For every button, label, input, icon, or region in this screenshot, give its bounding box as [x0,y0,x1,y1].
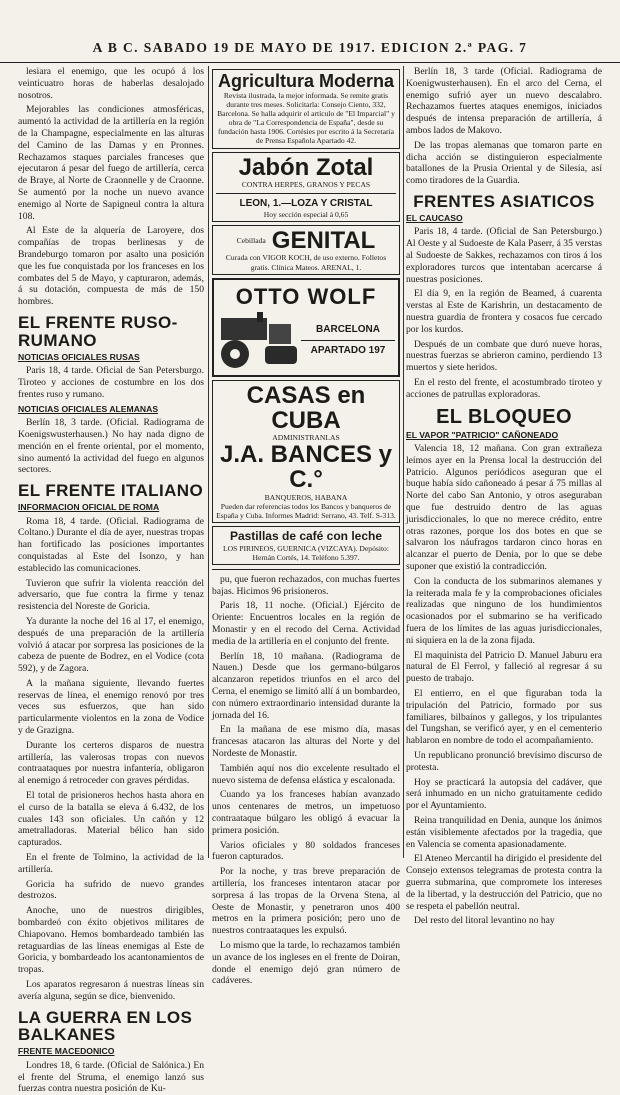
column-right [406,66,602,927]
section-heading: EL FRENTE ITALIANO [18,481,204,501]
paragraph: Berlín 18, 10 mañana. (Radiograma de Nauen.) Desde que los germano-búlgaros alcanzaron repetidos triunfos en el arco del Cerna, el enemigo se limitó allí á un bombardeo, con número extraordinario intensidad durante la jornada del 16. [212,650,400,721]
paragraph: Paris 18, 11 noche. (Oficial.) Ejército de Oriente: Encuentros locales en la región de Monastir y en el recodo del Cerna. Actividad media de la artillería en el conjunto del frente. [212,600,400,647]
ad-title: GENITAL [271,227,376,255]
column-divider [208,66,209,858]
section-heading: FRENTES ASIATICOS [413,191,595,211]
paragraph: Después de un combate que duró nueve horas, nuestras fuerzas se abrieron camino, perdiendo 13 muertos y siete heridos. [406,338,602,374]
paragraph: A la mañana siguiente, llevando fuertes reservas de línea, el enemigo renovó por tres veces sus esfuerzos, que han sido particularmente violentos en la zona de Vodice y de Grazigna. [18,677,204,737]
subheading: EL VAPOR "PATRICIO" CAÑONEADO [406,429,559,440]
paragraph: Lo mismo que la tarde, lo rechazamos también un avance de los ingleses en el frente de Doiran, donde el enemigo dejó gran número de cadáveres. [212,939,400,987]
ad-body: Revista ilustrada, la mejor informada. Se remite gratis durante tres meses. Solicitarla: Consejo Ciento, 332, Barcelona. Se halla adquirir el artículo de "El Imparcial" y obra de "La Correspondencia de España", desde su fundación hasta 1906. Cortésies por escrito á la Secretaría de Prensa Española Apartado 42. [217,90,395,146]
paragraph: Un republicano pronunció brevísimo discurso de protesta. [406,750,602,773]
column-divider [403,66,404,858]
ad-title: OTTO WOLF [235,283,377,309]
ad-body: Curada con VIGOR KOCH, de uso externo. Folletos gratis. Clínica Mateos. ARENAL, 1. [225,253,387,272]
paragraph: Hoy se practicará la autopsia del cadáver, que será inhumado en un nicho gratuitamente cedido por el Ayuntamiento. [406,776,602,812]
paragraph: También aquí nos dio excelente resultado el nuevo sistema de defensa elástica y escalonada. [212,762,400,786]
column-middle [212,66,400,987]
paragraph: En el frente de Tolmino, la actividad de la artillería. [18,852,204,875]
subheading: EL CAUCASO [406,212,463,223]
paragraph: Tuvieron que sufrir la violenta reacción del adversario, que fue contra la firme y tenaz resistencia del Noreste de Goricia. [18,577,204,613]
column-left [18,66,204,1095]
subheading: NOTICIAS OFICIALES ALEMANAS [18,403,159,414]
ad-agricultura [212,69,400,149]
ad-city: BARCELONA [316,323,380,335]
paragraph: Reina tranquilidad en Denia, aunque los ánimos están visiblemente afectados por la tragedia, que en Valencia se comenta apasionadamente. [406,815,602,850]
paragraph: El maquinista del Patricio D. Manuel Jaburu era natural de El Ferrol, y falleció al regresar á su puesto de trabajo. [406,649,602,685]
steam-roller-illustration [217,310,301,372]
paragraph: Anoche, uno de nuestros dirigibles, bombardeó con éxito objetivos militares de Chiapovano. Hemos bombardeado también las retaguardias de las líneas enemigas al Este de Goricia, y bombardeado los acantonamientos de tropas. [18,905,204,976]
ad-address: LEON, 1.—LOZA Y CRISTAL [239,197,373,209]
paragraph: Al Este de la alquería de Laroyere, dos compañías de tropas berlinesas y de Brandeburgo tomaron por asalto una posición que les fue conquistada por los franceses en los combates del 5 de Mayo, y capturaron, además, á su dotación, compuesta de más de 150 hombres. [18,225,204,308]
ad-otto-wolf [212,278,400,377]
paragraph: Goricia ha sufrido de nuevo grandes destrozos. [18,878,204,902]
ad-label: Cebillada [236,236,266,246]
paragraph: Por la noche, y tras breve preparación de artillería, los franceses intentaron atacar por sorpresa á las tropas de la Orvena Stena, al Oeste de Monastir, y penetraron unos 400 metros en la primera posición; pero uno de nuestros contraataques les expulsó. [212,866,400,937]
paragraph: pu, que fueron rechazados, con muchas fuertes bajas. Hicimos 96 prisioneros. [212,573,400,597]
paragraph: lesiara el enemigo, que les ocupó á los veinticuatro horas de haberlas desalojado nosotros. [18,66,204,101]
section-heading: LA GUERRA EN LOS BALKANES [18,1007,193,1045]
ad-jabon-zotal [212,152,400,223]
ad-subtitle: CONTRA HERPES, GRANOS Y PECAS [241,179,371,189]
paragraph: Paris 18, 4 tarde. (Oficial de San Petersburgo.) Al Oeste y al Sudoeste de Kala Paserr, á 35 verstas al Sudoeste de Sakkes, rechazamos con tiros á los exploradores turcos que intentaban acercarse á nuestras posiciones. [406,226,602,285]
paragraph: Del resto del litoral levantino no hay [414,915,555,927]
ad-pastillas [212,526,400,565]
section-heading: EL BLOQUEO [436,405,572,428]
paragraph: Londres 18, 6 tarde. (Oficial de Salónica.) En el frente del Struma, el enemigo lanzó sus fuerzas contra nuestra posición de Ku- [18,1059,204,1095]
paragraph: Con la conducta de los submarinos alemanes y la reiterada mala fe y la comprobaciones oficiales realizadas que ninguno de los hundimientos ocasionados por el submarino se ha verificado fuera de los límites de las aguas jurisdiccionales, ni siquiera en la de la zona fijada. [406,575,602,646]
ad-title: Pastillas de café con leche [229,528,383,543]
subheading: NOTICIAS OFICIALES RUSAS [18,351,140,362]
paragraph: El entierro, en el que figuraban toda la tripulación del Patricio, formado por sus familiares, bilbaínos y gallegos, y los tripulantes del Tungshan, se verificó ayer, y en el cementerio hablaron en nombre de todo el acompañamiento. [406,688,602,747]
paragraph: En el resto del frente, el acostumbrado tiroteo y acciones de patrullas exploradoras. [406,376,602,400]
paragraph: Varios oficiales y 80 soldados franceses fueron capturados. [212,839,400,863]
paragraph: Berlín 18, 3 tarde. (Oficial. Radiograma de Koenigswusterhausen.) No hay nada digno de mención en el frente oriental, por el momento, sino aumentó la actividad del fuego en algunos sectores. [18,417,204,476]
ad-role: BANQUEROS, HABANA [264,492,348,502]
ad-casas-cuba [212,380,400,523]
paragraph: De las tropas alemanas que tomaron parte en dicha acción se distinguieron especialmente batallones de la Prusia Oriental y de Silesia, así como tiradores de la Guardia. [406,139,602,187]
ad-subtitle: ADMINISTRANLAS [272,433,340,443]
ad-offer: Hoy sección especial á 0,65 [263,210,349,220]
paragraph: Paris 18, 4 tarde. Oficial de San Petersburgo. Tiroteo y acciones de costumbre en los dos frentes ruso y rumano. [18,365,204,400]
ad-title: Agricultura Moderna [217,71,395,91]
page-header: A B C. SABADO 19 DE MAYO DE 1917. EDICION 2.ª PAG. 7 [0,40,620,63]
subheading: INFORMACION OFICIAL DE ROMA [18,501,160,512]
subheading: FRENTE MACEDONICO [18,1046,115,1057]
ad-company: J.A. BANCES y C.° [219,441,393,494]
ad-genital [212,225,400,274]
paragraph: Cuando ya los franceses habían avanzado unos centenares de metros, un impetuoso contraataque búlgaro les obligó á evacuar la primera posición. [212,789,400,836]
paragraph: Mejorables las condiciones atmosféricas, aumentó la actividad de la artillería en la región de la Champagne, especialmente en las alturas del Camino de las Damas y en Pronnes. Rechazamos staques parciales franceses que ejecutaron á pesar del fuego de artillería, cerca de Braye, al Norte de Craonnelle y de Craonne. Se aumentó por la noche un nuevo avance enemigo al Norte de Sapigneul contra la altura 108. [18,104,204,222]
ad-box: APARTADO 197 [310,345,386,357]
ad-title: CASAS en CUBA [246,381,366,434]
ad-body: LOS PIRINEOS, GUERNICA (VIZCAYA). Depósito: Hernán Cortés, 14. Teléfono 5.397. [223,543,389,562]
section-heading: EL FRENTE RUSO-RUMANO [18,312,178,350]
paragraph: Valencia 18, 12 mañana. Con gran extrañeza leímos ayer en la Prensa local la destrucción del Patricio. Algunos periódicos aseguran que el buque había sido cañoneado á pesar á 75 millas al Norte del cabo San Antonio, y otros aseguraban que fue destruido dentro de las aguas jurisdiccionales, lo que no merece crédito, entre otras razones, porque los dos botes en que se salvaron los náufragos tardaron cinco horas en alcanzar el puerto de Denia, por lo que se debe suponer que existió la contradicción. [406,443,602,573]
ad-title: Jabón Zotal [238,153,374,181]
paragraph: En la mañana de ese mismo día, masas francesas atacaron las alturas del Norte y del Nordeste de Monastir. [212,724,400,760]
paragraph: El Ateneo Mercantil ha dirigido el presidente del Consejo extensos telegramas de protesta contra la guerra submarina, que compromete los intereses de la libertad, y la destrucción del Patricio, que no se respeta el pabellón neutral. [406,853,602,912]
paragraph: Roma 18, 4 tarde. (Oficial. Radiograma de Coltano.) Durante el día de ayer, nuestras tropas han fortificado las posiciones importantes conquistadas al Este del Isonzo, y han establecido las comunicaciones. [18,515,204,574]
paragraph: Berlín 18, 3 tarde (Oficial. Radiograma de Koenigwusterhausen). En el arco del Cerna, el enemigo sufrió ayer un nuevo descalabro. Rechazamos fuertes ataques enemigos, iniciados después de intensa preparación de artillería, á ambos lados de Makovo. [406,66,602,136]
ad-body: Pueden dar referencias todos los Bancos y banqueros de España y Cuba. Informes Madrid: Serrano, 43. Telf. S-313. [216,501,396,520]
paragraph: Los aparatos regresaron á nuestras líneas sin avería alguna, según se dice, bienvenido. [18,979,204,1002]
paragraph: Ya durante la noche del 16 al 17, el enemigo, después de una preparación de la artillería volvió á atacar por sorpresa las posiciones de la cabeza de puente de Bodrez, en el Vodice (cota 592), y de Zagora. [18,615,204,675]
paragraph: Durante los certeros disparos de nuestra artillería, las valerosas tropas con nuevos contraataques por nuestra infantería, obligaron al enemigo á retroceder con graves pérdidas. [18,739,204,787]
paragraph: El día 9, en la región de Beamed, á cuarenta verstas al Este de Karishrin, un destacamento de nuestra guardia de frontera y cosacos fue cercado por los kurdos. [406,288,602,335]
paragraph: El total de prisioneros hechos hasta ahora en el curso de la batalla se eleva á 6.432, de los cuales 143 son oficiales. Un cañón y 12 ametralladoras. Material bélico han sido capturados. [18,790,204,849]
